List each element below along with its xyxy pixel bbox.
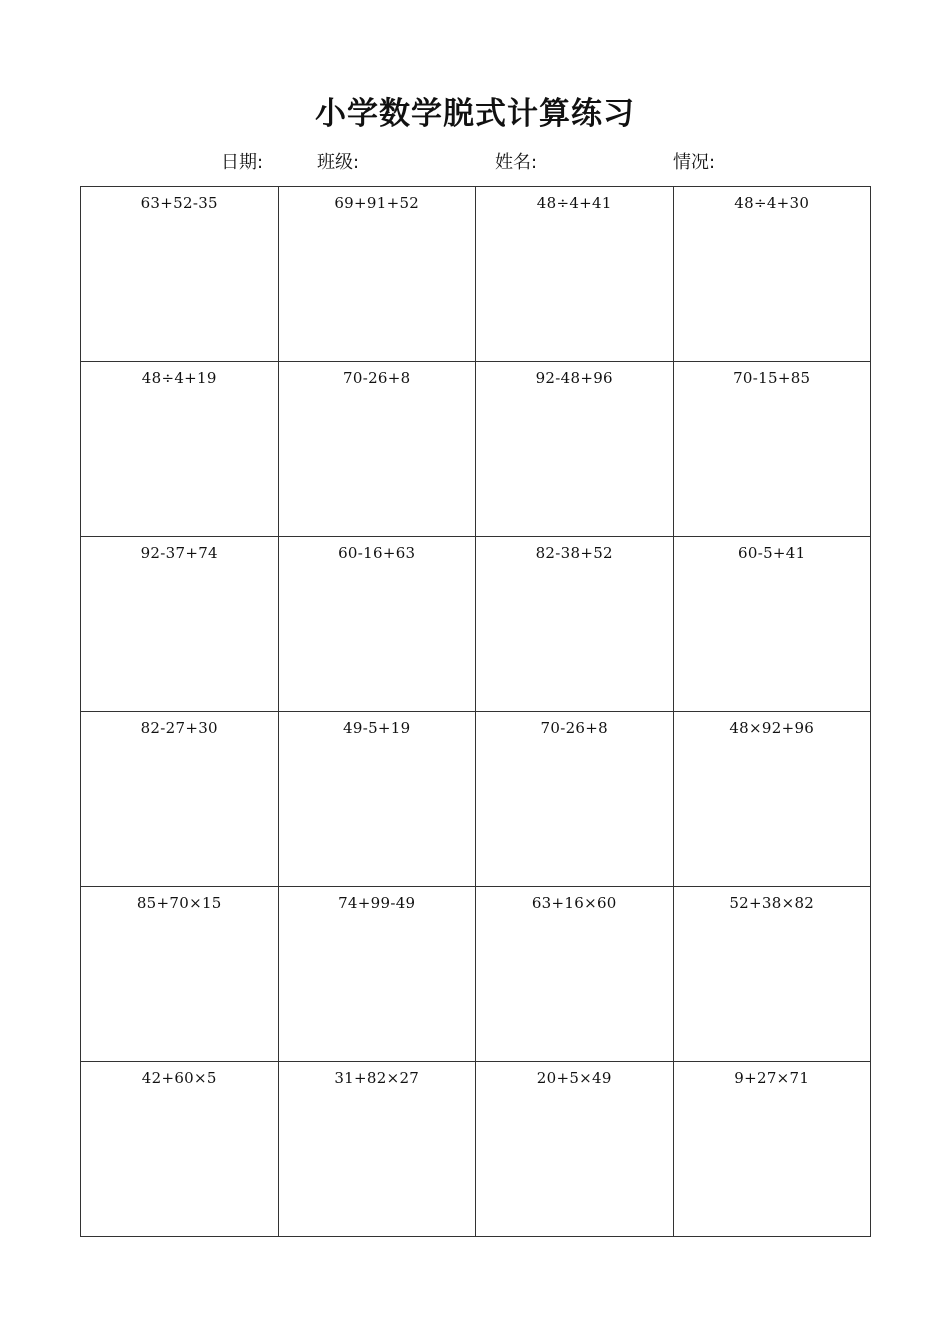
status-label: 情况:	[673, 152, 716, 173]
page-title: 小学数学脱式计算练习	[315, 96, 635, 132]
problem-cell[interactable]	[674, 187, 872, 362]
problem-expression: 85+70×15	[136, 894, 222, 912]
class-label: 班级:	[317, 152, 360, 173]
problem-cell[interactable]	[476, 362, 674, 537]
problem-cell[interactable]	[476, 187, 674, 362]
name-label: 姓名:	[495, 152, 538, 173]
problem-expression: 82-38+52	[535, 544, 613, 562]
problem-expression: 48÷4+30	[734, 194, 810, 212]
problem-expression: 9+27×71	[734, 1069, 810, 1087]
problem-expression: 74+99-49	[338, 894, 416, 912]
problem-cell[interactable]	[279, 187, 477, 362]
problem-expression: 82-27+30	[140, 719, 218, 737]
problem-cell[interactable]	[81, 187, 279, 362]
problem-cell[interactable]	[476, 712, 674, 887]
problem-cell[interactable]	[674, 1062, 872, 1237]
problem-expression: 52+38×82	[729, 894, 815, 912]
problem-expression: 60-16+63	[338, 544, 416, 562]
problem-expression: 70-26+8	[540, 719, 608, 737]
problem-expression: 63+52-35	[140, 194, 218, 212]
problem-expression: 42+60×5	[141, 1069, 217, 1087]
problem-cell[interactable]	[279, 887, 477, 1062]
problem-expression: 70-26+8	[343, 369, 411, 387]
problem-cell[interactable]	[674, 537, 872, 712]
problem-expression: 48÷4+41	[536, 194, 612, 212]
date-label: 日期:	[221, 152, 264, 173]
problem-cell[interactable]	[674, 362, 872, 537]
problem-expression: 60-5+41	[738, 544, 806, 562]
problem-cell[interactable]	[81, 1062, 279, 1237]
problem-expression: 92-48+96	[535, 369, 613, 387]
problem-expression: 49-5+19	[343, 719, 411, 737]
problem-cell[interactable]	[81, 887, 279, 1062]
problem-expression: 48×92+96	[729, 719, 815, 737]
problem-expression: 20+5×49	[536, 1069, 612, 1087]
problem-cell[interactable]	[81, 537, 279, 712]
problem-expression: 63+16×60	[531, 894, 617, 912]
problem-cell[interactable]	[476, 537, 674, 712]
problem-grid	[80, 186, 871, 1237]
problem-cell[interactable]	[81, 362, 279, 537]
problem-cell[interactable]	[279, 712, 477, 887]
problem-cell[interactable]	[674, 712, 872, 887]
problem-cell[interactable]	[674, 887, 872, 1062]
problem-cell[interactable]	[476, 887, 674, 1062]
problem-expression: 70-15+85	[733, 369, 811, 387]
problem-cell[interactable]	[81, 712, 279, 887]
problem-cell[interactable]	[279, 537, 477, 712]
problem-cell[interactable]	[279, 362, 477, 537]
problem-cell[interactable]	[476, 1062, 674, 1237]
problem-cell[interactable]	[279, 1062, 477, 1237]
problem-expression: 48÷4+19	[141, 369, 217, 387]
problem-expression: 92-37+74	[140, 544, 218, 562]
problem-expression: 31+82×27	[334, 1069, 420, 1087]
problem-expression: 69+91+52	[334, 194, 420, 212]
